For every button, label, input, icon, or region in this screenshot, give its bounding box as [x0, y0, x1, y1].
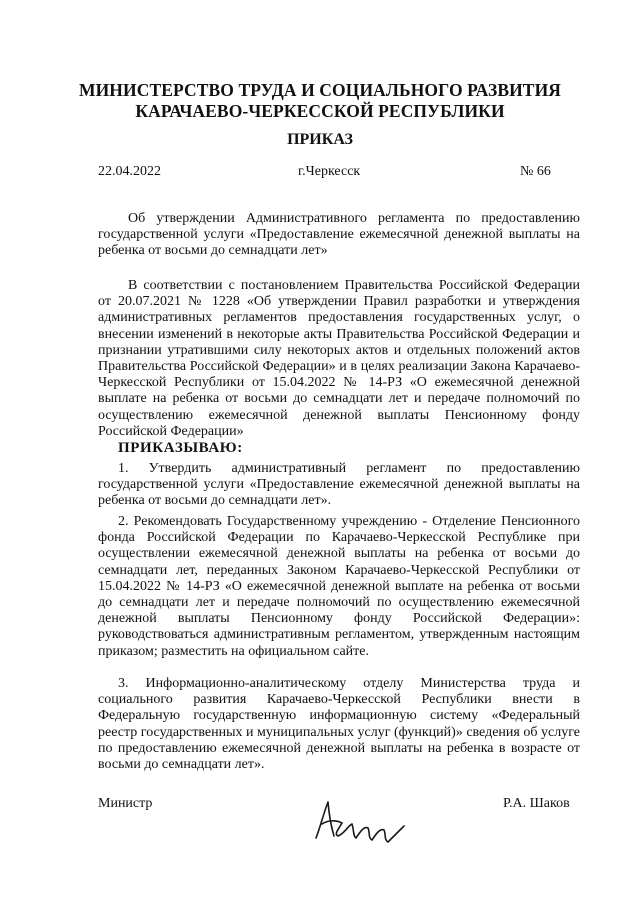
- handwritten-signature-icon: [298, 790, 418, 850]
- document-type-title: ПРИКАЗ: [287, 131, 353, 148]
- order-preamble: В соответствии с постановлением Правительства Российской Федерации от 20.07.2021 № 1228 «Об утверждении Правил разработки и утверждения административных регламентов предоставления государственных услуг, о внесении изменений в некоторые акты Правительства Российской Федерации и признании утратившими силу некоторых актов и отдельных положений актов Правительства Российской Федерации» и в целях реализации Закона Карачаево-Черкесской Республики от 15.04.2022 № 14-РЗ «О ежемесячной денежной выплате на ребенка от восьми до семнадцати лет и передаче полномочий по осуществлению ежемесячной денежной выплаты Пенсионному фонду Российской Федерации»: [98, 278, 580, 439]
- ministry-line-2: КАРАЧАЕВО-ЧЕРКЕССКОЙ РЕСПУБЛИКИ: [135, 101, 505, 121]
- order-verb: ПРИКАЗЫВАЮ:: [118, 440, 243, 456]
- order-item-2: 2. Рекомендовать Государственному учреждению - Отделение Пенсионного фонда Российской Федерации по Карачаево-Черкесской Республике при осуществлении ежемесячной денежной выплаты на ребенка от восьми до семнадцати лет, переданных Законом Карачаево-Черкесской Республики от 15.04.2022 № 14-РЗ «О ежемесячной денежной выплате на ребенка от восьми до семнадцати лет и передаче полномочий по осуществлению ежемесячной денежной выплаты Пенсионному фонду Российской Федерации»: руководствоваться административным регламентом, утвержденным настоящим приказом; разместить на официальном сайте.: [98, 514, 580, 659]
- signatory-name: Р.А. Шаков: [503, 796, 570, 811]
- order-date: 22.04.2022: [98, 164, 161, 179]
- order-city: г.Черкесск: [298, 164, 361, 179]
- order-number: № 66: [520, 164, 551, 179]
- order-item-1: 1. Утвердить административный регламент по предоставлению государственной услуги «Предоставление ежемесячной денежной выплаты на ребенка от восьми до семнадцати лет».: [98, 461, 580, 509]
- ministry-heading: [60, 80, 580, 122]
- order-item-3: 3. Информационно-аналитическому отделу Министерства труда и социального развития Карачаево-Черкесской Республики внести в Федеральную государственную информационную систему «Федеральный реестр государственных и муниципальных услуг (функций)» сведения об услуге по предоставлению ежемесячной денежной выплаты на ребенка в возрасте от восьми до семнадцати лет».: [98, 676, 580, 773]
- signatory-role: Министр: [98, 796, 153, 811]
- ministry-line-1: МИНИСТЕРСТВО ТРУДА И СОЦИАЛЬНОГО РАЗВИТИЯ: [78, 80, 562, 100]
- order-subject: Об утверждении Административного регламента по предоставлению государственной услуги «Предоставление ежемесячной денежной выплаты на ребенка от восьми до семнадцати лет»: [98, 211, 580, 259]
